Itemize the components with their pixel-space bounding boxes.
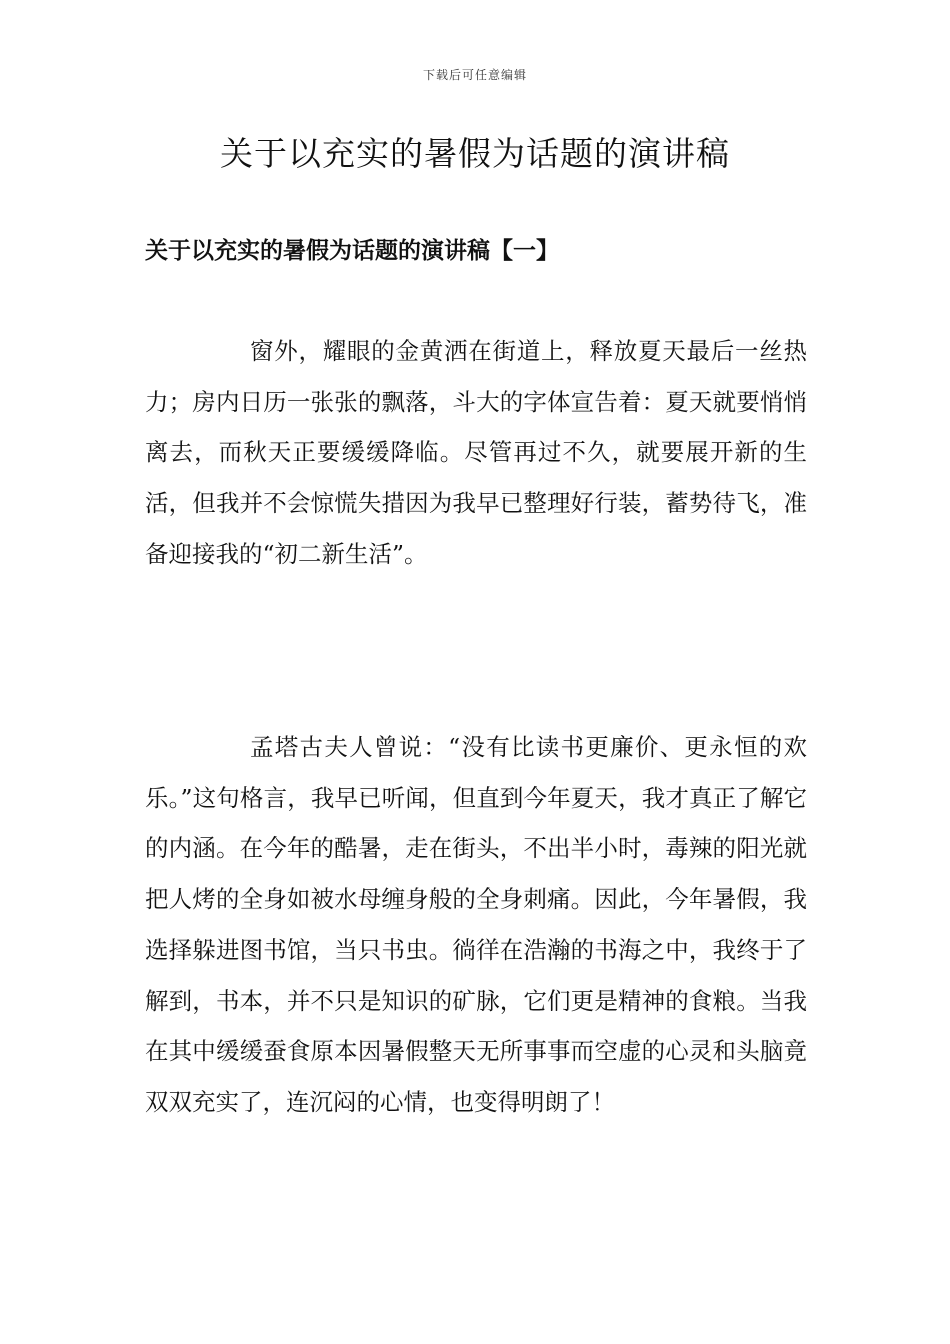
paragraph-1: 窗外，耀眼的金黄洒在街道上，释放夏天最后一丝热力；房内日历一张张的飘落，斗大的字体宣告着：夏天就要悄悄离去，而秋天正要缓缓降临。尽管再过不久，就要展开新的生活，但我并不会惊慌失措因为我早已整理好行装，蓄势待飞，准备迎接我的“初二新生活”。 (145, 337, 807, 568)
header-note: 下载后可任意编辑 (422, 68, 527, 82)
paragraph-2: 孟塔古夫人曾说：“没有比读书更廉价、更永恒的欢乐。”这句格言，我早已听闻，但直到今年夏天，我才真正了解它的内涵。在今年的酷暑，走在街头，不出半小时，毒辣的阳光就把人烤的全身如被水母缠身般的全身刺痛。因此，今年暑假，我选择躲进图书馆，当只书虫。徜徉在浩瀚的书海之中，我终于了解到，书本，并不只是知识的矿脉，它们更是精神的食粮。当我在其中缓缓蚕食原本因暑假整天无所事事而空虚的心灵和头脑竟双双充实了，连沉闷的心情，也变得明朗了！ (145, 733, 807, 1116)
section-heading: 关于以充实的暑假为话题的演讲稿【一】 (145, 237, 559, 264)
document-title: 关于以充实的暑假为话题的演讲稿 (220, 134, 730, 173)
